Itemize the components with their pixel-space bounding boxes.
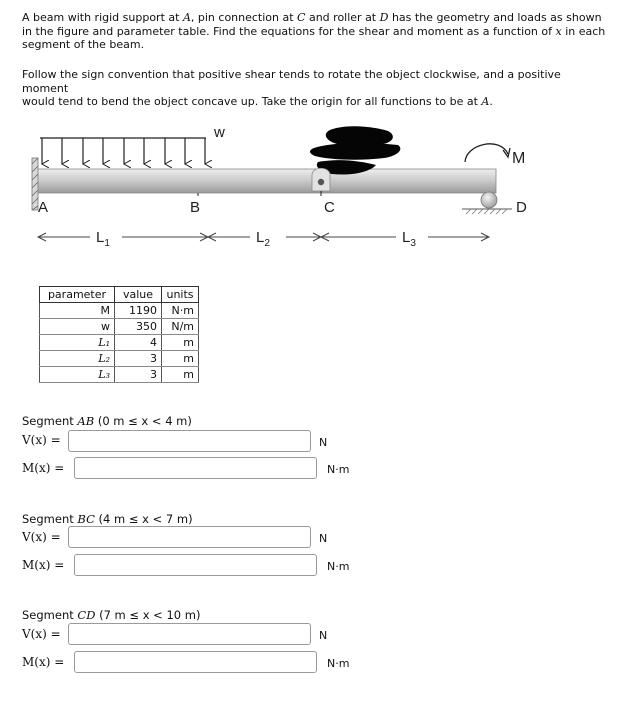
param-unit: m (162, 351, 199, 367)
unit-label: N (319, 532, 328, 545)
header-parameter: parameter (40, 287, 115, 303)
var-A: A (182, 11, 191, 24)
text: segment of the beam. (22, 38, 145, 51)
unit-label: N (319, 629, 328, 642)
point-label-D: D (516, 199, 527, 216)
moment-label: M(x) = (22, 461, 65, 475)
dim-label-L3: $L_3$ (402, 229, 416, 249)
text: would tend to bend the object concave up. Take the origin for all functions to be at (22, 95, 482, 108)
param-unit: N·m (162, 303, 199, 319)
param-value: 3 (115, 351, 162, 367)
text: and roller at (305, 11, 380, 24)
param-name: L₂ (40, 351, 115, 367)
dim-label-L2: $L_2$ (256, 229, 270, 249)
segment-ab-moment-input[interactable] (74, 457, 317, 479)
point-label-A: A (38, 199, 49, 216)
param-name: L₁ (40, 335, 115, 351)
text: , pin connection at (190, 11, 298, 24)
moment-label: M(x) = (22, 655, 65, 669)
segment-bc-moment-input[interactable] (74, 554, 317, 576)
text: . (489, 95, 493, 108)
text: has the geometry and loads as shown (388, 11, 602, 24)
applied-moment (465, 144, 525, 167)
param-value: 4 (115, 335, 162, 351)
param-value: 350 (115, 319, 162, 335)
moment-label: M(x) = (22, 558, 65, 572)
param-name: M (40, 303, 115, 319)
param-value: 1190 (115, 303, 162, 319)
segment-bc-shear-input[interactable] (68, 526, 311, 548)
beam (38, 169, 496, 193)
text: in each (561, 24, 606, 38)
load-label-w: w (214, 124, 225, 141)
var-D: D (379, 11, 389, 24)
header-value: value (115, 287, 162, 303)
segment-bc-title: Segment BC (4 m ≤ x < 7 m) (22, 512, 193, 526)
roller-support (462, 192, 512, 214)
shear-label: V(x) = (22, 433, 61, 447)
unit-label: N·m (327, 560, 350, 573)
shear-label: V(x) = (22, 627, 61, 641)
var-A: A (481, 95, 490, 108)
segment-cd-shear-input[interactable] (68, 623, 311, 645)
pin-connection (312, 168, 330, 191)
unit-label: N·m (327, 657, 350, 670)
text: in the figure and parameter table. Find the equations for the shear and moment as a function of (22, 24, 556, 38)
unit-label: N (319, 436, 328, 449)
param-unit: m (162, 367, 199, 383)
param-name: L₃ (40, 367, 115, 383)
var-x: x (555, 24, 562, 38)
distributed-load (40, 124, 225, 164)
param-value: 3 (115, 367, 162, 383)
param-unit: N/m (162, 319, 199, 335)
redaction-scribble (310, 126, 400, 174)
table-row (40, 367, 199, 383)
dim-label-L1: $L_1$ (96, 229, 110, 249)
table-row (40, 351, 199, 367)
sign-convention (22, 68, 607, 109)
param-unit: m (162, 335, 199, 351)
parameter-table (39, 286, 199, 383)
header-units: units (162, 287, 199, 303)
var-C: C (297, 11, 306, 24)
table-row (40, 319, 199, 335)
unit-label: N·m (327, 463, 350, 476)
moment-label-M: M (512, 150, 526, 167)
text: Follow the sign convention that positive shear tends to rotate the object clockwise, and a positive moment (22, 68, 561, 95)
table-row (40, 303, 199, 319)
beam-figure (0, 118, 625, 268)
segment-cd-moment-input[interactable] (74, 651, 317, 673)
segment-cd-title: Segment CD (7 m ≤ x < 10 m) (22, 608, 201, 622)
table-row (40, 335, 199, 351)
shear-label: V(x) = (22, 530, 61, 544)
problem-statement (22, 11, 607, 52)
point-label-C: C (324, 199, 335, 216)
point-label-B: B (190, 199, 201, 216)
param-name: w (40, 319, 115, 335)
text: A beam with rigid support at (22, 11, 183, 24)
segment-ab-shear-input[interactable] (68, 430, 311, 452)
segment-ab-title: Segment AB (0 m ≤ x < 4 m) (22, 414, 192, 428)
